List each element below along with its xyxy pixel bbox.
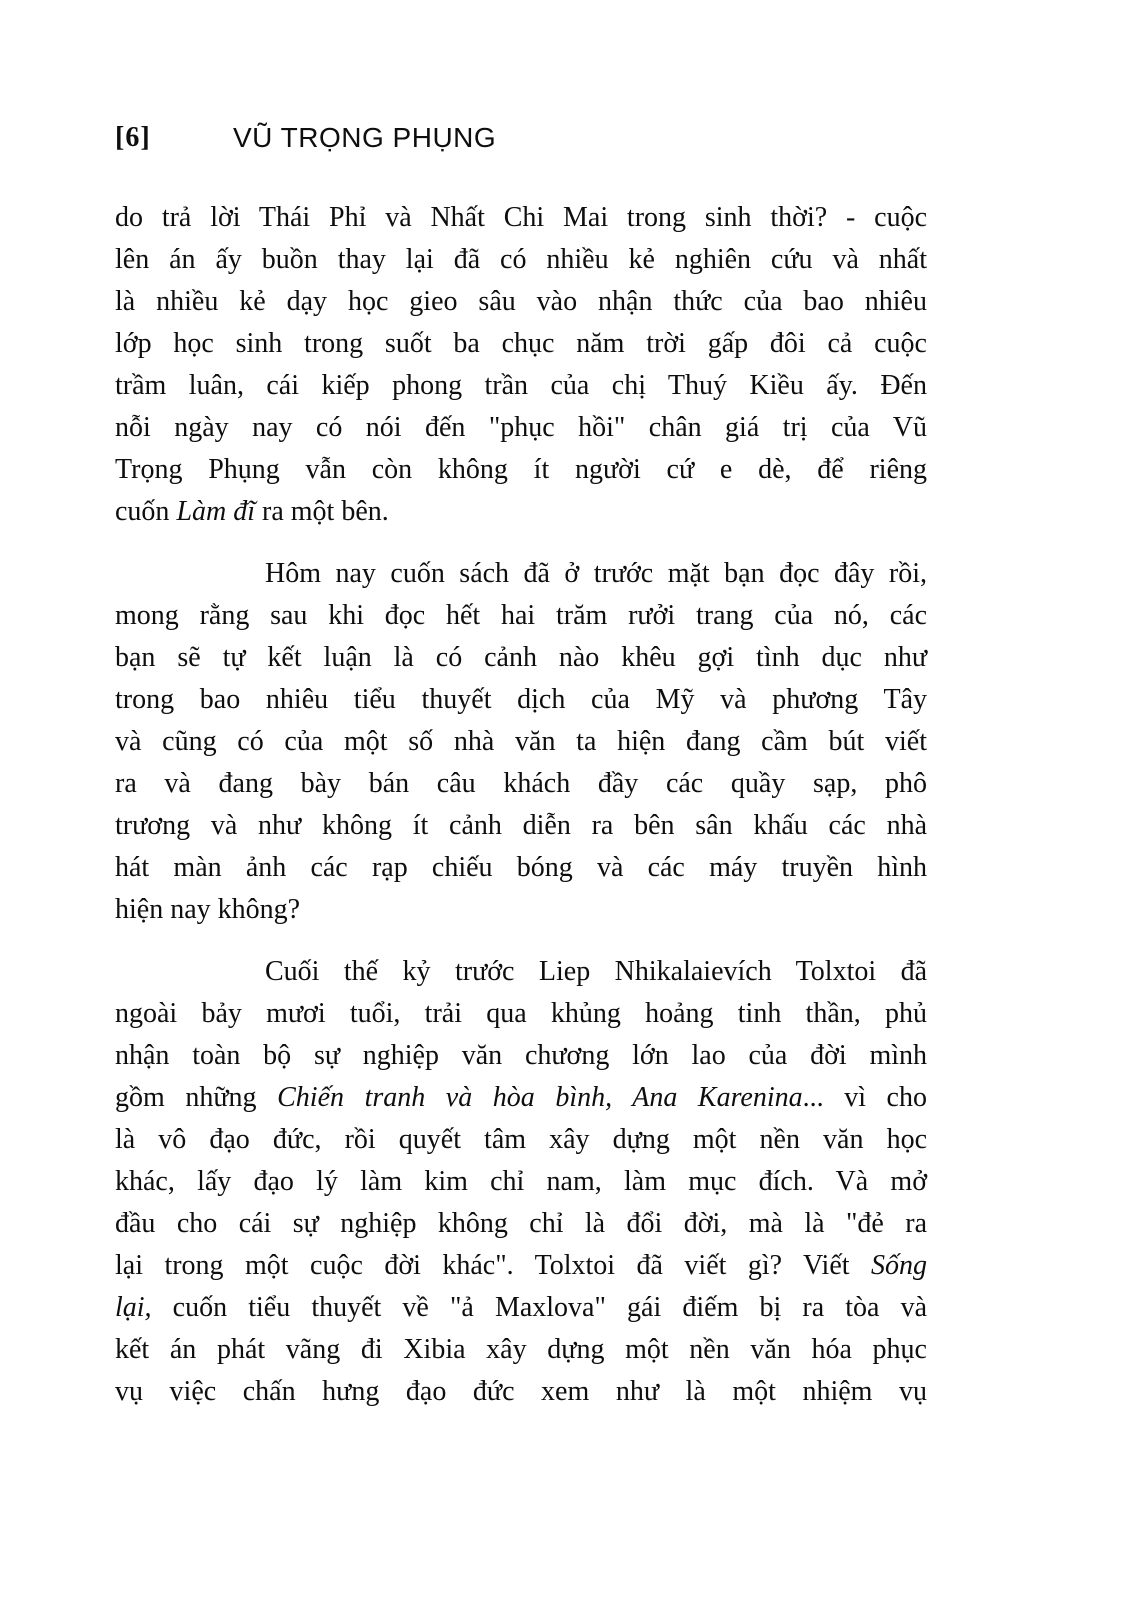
- text-line: [115, 951, 927, 993]
- text-segment: bạn sẽ tự kết luận là có cảnh nào khêu gợi tình dục như: [115, 642, 927, 673]
- text-segment: nhận toàn bộ sự nghiệp văn chương lớn lao của đời mình: [115, 1040, 927, 1071]
- text-segment: hiện nay không?: [115, 894, 301, 925]
- text-segment: là vô đạo đức, rồi quyết tâm xây dựng một nền văn học: [115, 1124, 927, 1155]
- text-segment: khác, lấy đạo lý làm kim chỉ nam, làm mục đích. Và mở: [115, 1166, 927, 1197]
- text-line: [115, 1287, 927, 1329]
- text-segment: hát màn ảnh các rạp chiếu bóng và các máy truyền hình: [115, 852, 927, 883]
- italic-text-segment: lại,: [115, 1292, 152, 1323]
- paragraph: [115, 951, 927, 1413]
- text-line: [115, 763, 927, 805]
- text-body: [115, 197, 927, 1413]
- text-line: [115, 595, 927, 637]
- text-line: [115, 637, 927, 679]
- text-segment: gồm những: [115, 1082, 278, 1113]
- text-segment: cuốn tiểu thuyết về "ả Maxlova" gái điếm bị ra tòa và: [151, 1292, 927, 1323]
- text-line: [115, 1371, 927, 1413]
- text-line: [115, 1035, 927, 1077]
- text-segment: ra một bên.: [255, 496, 389, 527]
- text-segment: là nhiều kẻ dạy học gieo sâu vào nhận thức của bao nhiêu: [115, 286, 927, 317]
- text-segment: Cuối thế kỷ trước Liep Nhikalaievích Tolxtoi đã: [265, 956, 927, 987]
- text-line: [115, 679, 927, 721]
- italic-text-segment: Làm đĩ: [176, 496, 256, 527]
- text-segment: Trọng Phụng vẫn còn không ít người cứ e dè, để riêng: [115, 454, 927, 485]
- text-line: [115, 197, 927, 239]
- page-number: [6]: [115, 122, 151, 153]
- text-segment: ... vì cho: [802, 1082, 927, 1113]
- text-segment: ngoài bảy mươi tuổi, trải qua khủng hoảng tinh thần, phủ: [115, 998, 927, 1029]
- italic-text-segment: Chiến tranh và hòa bình, Ana Karenina: [277, 1082, 803, 1113]
- paragraph: [115, 553, 927, 931]
- text-line: [115, 1203, 927, 1245]
- text-line: [115, 1119, 927, 1161]
- text-segment: Hôm nay cuốn sách đã ở trước mặt bạn đọc đây rồi,: [265, 558, 927, 589]
- text-line: [115, 239, 927, 281]
- text-line: [115, 805, 927, 847]
- text-line: [115, 993, 927, 1035]
- text-segment: trầm luân, cái kiếp phong trần của chị Thuý Kiều ấy. Đến: [115, 370, 927, 401]
- italic-text-segment: Sống: [871, 1250, 927, 1281]
- running-header: [115, 121, 927, 157]
- text-line: [115, 1077, 927, 1119]
- text-line: [115, 365, 927, 407]
- text-segment: lên án ấy buồn thay lại đã có nhiều kẻ nghiên cứu và nhất: [115, 244, 927, 275]
- text-segment: nỗi ngày nay có nói đến "phục hồi" chân giá trị của Vũ: [115, 412, 927, 443]
- text-segment: lại trong một cuộc đời khác". Tolxtoi đã viết gì? Viết: [115, 1250, 871, 1281]
- text-line: [115, 323, 927, 365]
- text-line: [115, 889, 927, 931]
- text-segment: do trả lời Thái Phỉ và Nhất Chi Mai trong sinh thời? - cuộc: [115, 202, 927, 233]
- text-line: [115, 281, 927, 323]
- text-segment: cuốn: [115, 496, 177, 527]
- text-segment: ra và đang bày bán câu khách đầy các quầy sạp, phô: [115, 768, 927, 799]
- paragraph: [115, 197, 927, 533]
- text-segment: lớp học sinh trong suốt ba chục năm trời gấp đôi cả cuộc: [115, 328, 927, 359]
- text-line: [115, 1161, 927, 1203]
- running-title: VŨ TRỌNG PHỤNG: [233, 122, 497, 153]
- text-line: [115, 553, 927, 595]
- text-line: [115, 491, 927, 533]
- text-segment: trong bao nhiêu tiểu thuyết dịch của Mỹ và phương Tây: [115, 684, 927, 715]
- text-line: [115, 449, 927, 491]
- text-segment: mong rằng sau khi đọc hết hai trăm rưởi trang của nó, các: [115, 600, 927, 631]
- text-segment: và cũng có của một số nhà văn ta hiện đang cầm bút viết: [115, 726, 927, 757]
- text-segment: kết án phát vãng đi Xibia xây dựng một nền văn hóa phục: [115, 1334, 927, 1365]
- text-line: [115, 721, 927, 763]
- text-line: [115, 407, 927, 449]
- text-segment: trương và như không ít cảnh diễn ra bên sân khấu các nhà: [115, 810, 927, 841]
- text-line: [115, 1245, 927, 1287]
- text-segment: vụ việc chấn hưng đạo đức xem như là một nhiệm vụ: [115, 1376, 927, 1407]
- text-line: [115, 1329, 927, 1371]
- text-segment: đầu cho cái sự nghiệp không chỉ là đổi đời, mà là "đẻ ra: [115, 1208, 927, 1239]
- text-line: [115, 847, 927, 889]
